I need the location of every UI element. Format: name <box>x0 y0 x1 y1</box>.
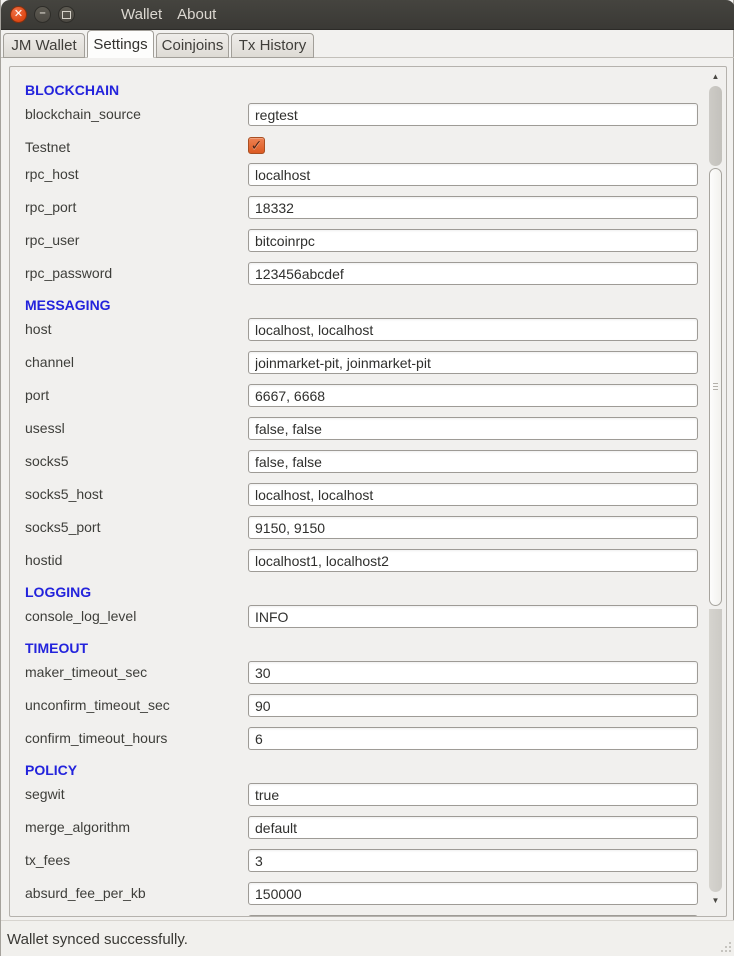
field-label: hostid <box>25 552 63 568</box>
field-label: console_log_level <box>25 608 137 624</box>
field-label: socks5_port <box>25 519 101 535</box>
settings-row <box>25 163 708 196</box>
field-label: confirm_timeout_hours <box>25 730 168 746</box>
field-label: unconfirm_timeout_sec <box>25 697 170 713</box>
scrollbar-thumb[interactable] <box>709 168 722 606</box>
settings-row <box>25 450 708 483</box>
field-input-tx_fees[interactable] <box>248 849 698 872</box>
settings-row <box>25 605 708 638</box>
resize-grip[interactable] <box>717 938 731 952</box>
settings-row <box>25 318 708 351</box>
field-input-unconfirm_timeout_sec[interactable] <box>248 694 698 717</box>
settings-form <box>10 67 708 917</box>
minimize-button[interactable] <box>34 6 51 23</box>
field-input-hostid[interactable] <box>248 549 698 572</box>
field-label <box>25 915 248 917</box>
field-label: merge_algorithm <box>25 819 131 835</box>
field-label: usessl <box>25 420 65 436</box>
vertical-scrollbar[interactable] <box>707 68 724 915</box>
field-label: blockchain_source <box>25 106 141 122</box>
field-input-rpc_user[interactable] <box>248 229 698 252</box>
settings-row <box>25 783 708 816</box>
checkbox-testnet[interactable] <box>248 137 265 154</box>
menubar <box>121 6 216 23</box>
settings-row <box>25 816 708 849</box>
field-input-usessl[interactable] <box>248 417 698 440</box>
settings-row <box>25 229 708 262</box>
field-input-socks5[interactable] <box>248 450 698 473</box>
field-input-console_log_level[interactable] <box>248 605 698 628</box>
settings-row <box>25 915 708 917</box>
field-input-merge_algorithm[interactable] <box>248 816 698 839</box>
field-label: rpc_password <box>25 265 113 281</box>
settings-row <box>25 849 708 882</box>
settings-row <box>25 882 708 915</box>
settings-row <box>25 136 708 163</box>
field-input-segwit[interactable] <box>248 783 698 806</box>
tab-settings[interactable]: Settings <box>87 30 154 58</box>
settings-row <box>25 549 708 582</box>
statusbar <box>1 920 734 956</box>
section-header: POLICY <box>25 762 78 778</box>
status-message: Wallet synced successfully. <box>7 931 188 948</box>
scrollbar-track-bottom[interactable] <box>709 609 722 892</box>
field-input-partial[interactable] <box>248 915 698 917</box>
tab-bar <box>1 30 734 58</box>
maximize-button[interactable] <box>58 6 75 23</box>
tab-tx-history[interactable]: Tx History <box>231 33 314 58</box>
settings-row <box>25 417 708 450</box>
field-label: socks5 <box>25 453 69 469</box>
settings-scroll-area <box>9 66 727 917</box>
settings-row <box>25 196 708 229</box>
scrollbar-track-top[interactable] <box>709 86 722 166</box>
settings-row <box>25 351 708 384</box>
field-label: channel <box>25 354 75 370</box>
field-input-blockchain_source[interactable] <box>248 103 698 126</box>
field-label: Testnet <box>25 139 71 155</box>
section-header: LOGGING <box>25 584 92 600</box>
settings-row <box>25 262 708 295</box>
section-header: BLOCKCHAIN <box>25 82 120 98</box>
menu-item-about[interactable]: About <box>177 6 217 23</box>
close-button[interactable] <box>10 6 27 23</box>
check-icon: ✓ <box>250 136 263 153</box>
field-input-maker_timeout_sec[interactable] <box>248 661 698 684</box>
field-label: segwit <box>25 786 65 802</box>
field-label: port <box>25 387 50 403</box>
minimize-icon: – <box>39 7 46 19</box>
settings-row <box>25 384 708 417</box>
tab-jm-wallet[interactable]: JM Wallet <box>3 33 85 58</box>
field-input-socks5_port[interactable] <box>248 516 698 539</box>
field-label: maker_timeout_sec <box>25 664 148 680</box>
field-label: rpc_host <box>25 166 79 182</box>
titlebar <box>1 0 734 30</box>
field-label: socks5_host <box>25 486 103 502</box>
field-label: rpc_user <box>25 232 80 248</box>
field-input-rpc_password[interactable] <box>248 262 698 285</box>
settings-row <box>25 483 708 516</box>
tab-coinjoins[interactable]: Coinjoins <box>156 33 229 58</box>
section-header: MESSAGING <box>25 297 111 313</box>
field-input-rpc_port[interactable] <box>248 196 698 219</box>
settings-row <box>25 694 708 727</box>
field-input-channel[interactable] <box>248 351 698 374</box>
settings-row <box>25 661 708 694</box>
field-input-rpc_host[interactable] <box>248 163 698 186</box>
scrollbar-up-button[interactable]: ▲ <box>711 72 720 81</box>
scrollbar-grip-icon <box>713 383 718 392</box>
settings-row <box>25 727 708 760</box>
field-input-confirm_timeout_hours[interactable] <box>248 727 698 750</box>
field-label: absurd_fee_per_kb <box>25 885 146 901</box>
maximize-icon <box>62 11 71 19</box>
field-input-absurd_fee_per_kb[interactable] <box>248 882 698 905</box>
field-input-host[interactable] <box>248 318 698 341</box>
menu-item-wallet[interactable]: Wallet <box>121 6 163 23</box>
scrollbar-down-button[interactable]: ▼ <box>711 896 720 905</box>
settings-row <box>25 516 708 549</box>
field-input-socks5_host[interactable] <box>248 483 698 506</box>
section-header: TIMEOUT <box>25 640 88 656</box>
settings-row <box>25 103 708 136</box>
field-label: host <box>25 321 52 337</box>
field-input-port[interactable] <box>248 384 698 407</box>
close-icon: ✕ <box>13 7 24 20</box>
field-label: tx_fees <box>25 852 71 868</box>
field-label: rpc_port <box>25 199 77 215</box>
